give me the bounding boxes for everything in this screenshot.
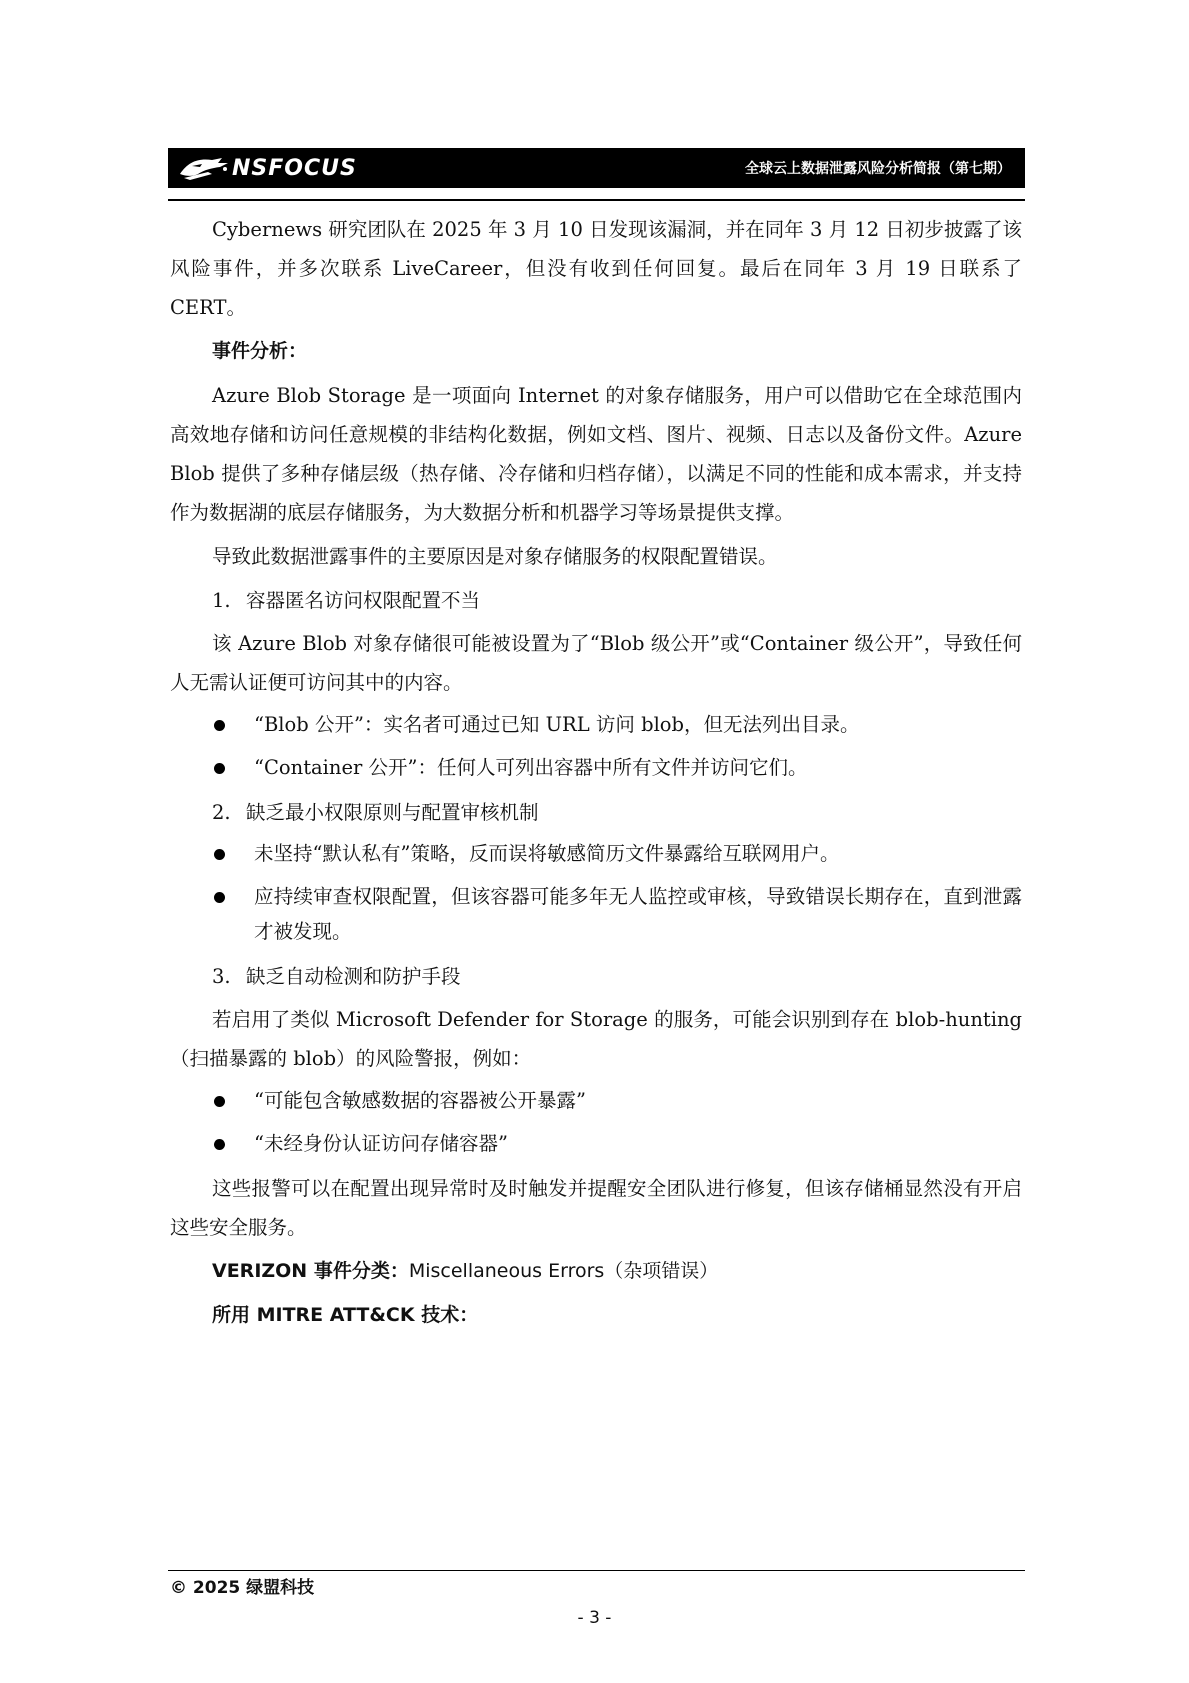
bullet-alert-unauth: “未经身份认证访问存储容器” (170, 1126, 1022, 1161)
paragraph-discovery: Cybernews 研究团队在 2025 年 3 月 10 日发现该漏洞，并在同年 3 月 12 日初步披露了该风险事件，并多次联系 LiveCareer，但没有收到任何回复。最后在同年 3 月 19 日联系了 CERT。 (170, 218, 1022, 319)
bullet-alert-exposed: “可能包含敏感数据的容器被公开暴露” (170, 1083, 1022, 1118)
mitre-heading: 所用 MITRE ATT&CK 技术： (212, 1304, 479, 1326)
header-divider (168, 199, 1025, 201)
item-text: 容器匿名访问权限配置不当 (246, 589, 481, 612)
paragraph-public-access: 该 Azure Blob 对象存储很可能被设置为了“Blob 级公开”或“Container 级公开”，导致任何人无需认证便可访问其中的内容。 (170, 632, 1022, 694)
bullet-default-private: 未坚持“默认私有”策略，反而误将敏感简历文件暴露给互联网用户。 (170, 836, 1022, 871)
item-number: 3. (212, 965, 231, 988)
analysis-heading: 事件分析： (212, 340, 308, 362)
item-number: 2. (212, 801, 231, 824)
page-header (168, 148, 1025, 188)
paragraph-azure-blob: Azure Blob Storage 是一项面向 Internet 的对象存储服务，用户可以借助它在全球范围内高效地存储和访问任意规模的非结构化数据，例如文档、图片、视频、日志以及备份文件。Azure Blob 提供了多种存储层级（热存储、冷存储和归档存储），以满足不同的性能和成本需求，并支持作为数据湖的底层存储服务，为大数据分析和机器学习等场景提供支撑。 (170, 384, 1022, 524)
logo-text: NSFOCUS (232, 155, 357, 181)
paragraph-alerts: 这些报警可以在配置出现异常时及时触发并提醒安全团队进行修复，但该存储桶显然没有开启这些安全服务。 (170, 1177, 1022, 1239)
bullet-continuous-review: 应持续审查权限配置，但该容器可能多年无人监控或审核，导致错误长期存在，直到泄露才被发现。 (170, 879, 1022, 949)
numbered-item-3 (170, 957, 1022, 996)
page-number: - 3 - (577, 1608, 612, 1628)
verizon-label: VERIZON 事件分类： (212, 1260, 409, 1282)
numbered-item-1 (170, 581, 1022, 620)
paragraph-defender: 若启用了类似 Microsoft Defender for Storage 的服务，可能会识别到存在 blob-hunting（扫描暴露的 blob）的风险警报，例如： (170, 1008, 1022, 1070)
numbered-item-2 (170, 793, 1022, 832)
footer-divider (168, 1570, 1025, 1571)
copyright: © 2025 绿盟科技 (170, 1578, 315, 1598)
nsfocus-logo (178, 154, 357, 182)
item-text: 缺乏自动检测和防护手段 (246, 965, 461, 988)
item-text: 缺乏最小权限原则与配置审核机制 (246, 801, 539, 824)
verizon-classification (170, 1252, 1022, 1291)
paragraph-cause: 导致此数据泄露事件的主要原因是对象存储服务的权限配置错误。 (212, 545, 778, 568)
page-content (170, 210, 1022, 1340)
bullet-container-public: “Container 公开”：任何人可列出容器中所有文件并访问它们。 (170, 750, 1022, 785)
item-number: 1. (212, 589, 231, 612)
bullet-blob-public: “Blob 公开”：实名者可通过已知 URL 访问 blob，但无法列出目录。 (170, 707, 1022, 742)
eagle-logo-icon (178, 154, 230, 182)
verizon-value: Miscellaneous Errors（杂项错误） (408, 1260, 719, 1282)
report-title: 全球云上数据泄露风险分析简报（第七期） (745, 161, 1011, 177)
